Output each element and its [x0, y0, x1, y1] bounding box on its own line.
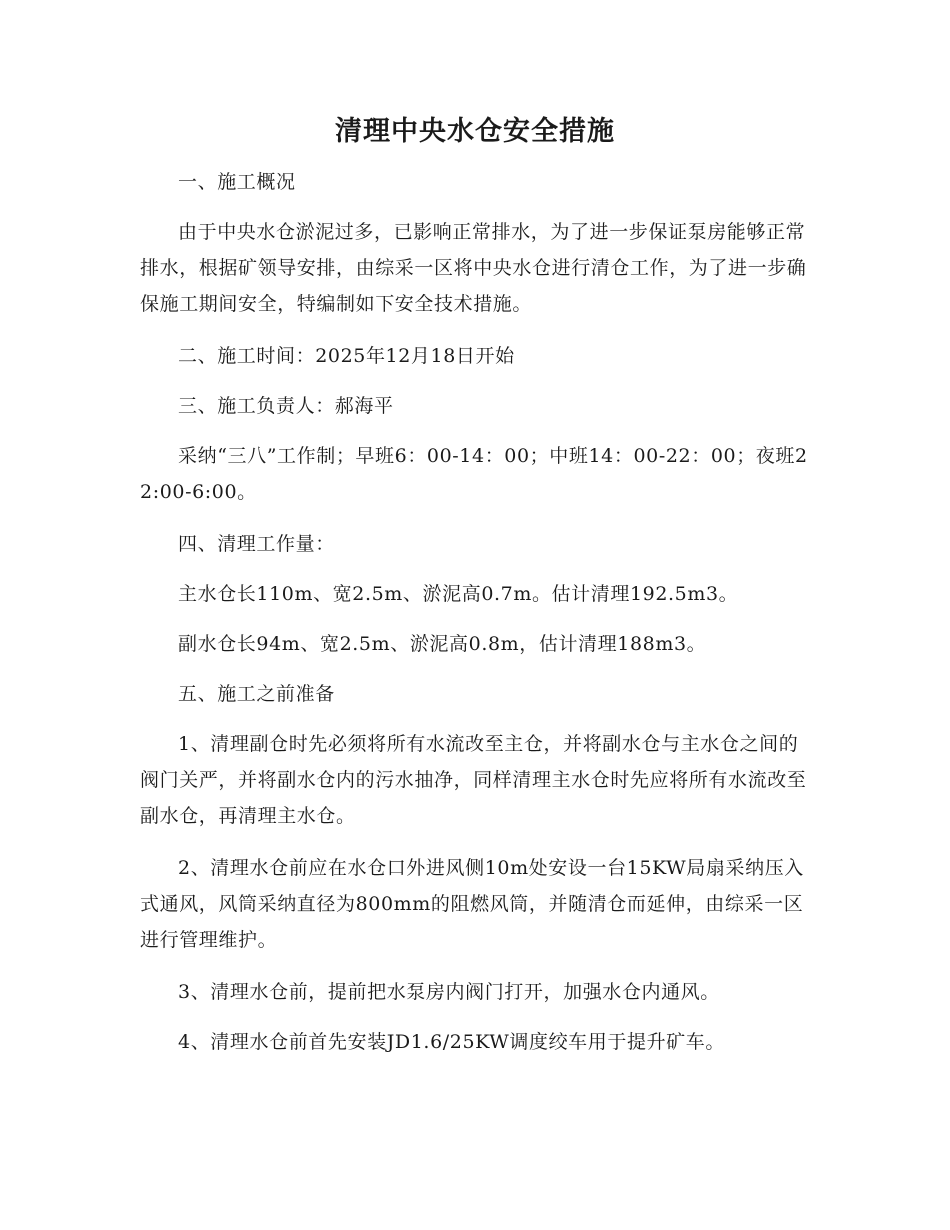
- list-item-prep-2: 2、清理水仓前应在水仓口外进风侧10m处安设一台15KW局扇采纳压入式通风，风筒采纳直径为800mm的阻燃风筒，并随清仓而延伸，由综采一区进行管理维护。: [140, 857, 804, 951]
- paragraph-main-sump: 主水仓长110m、宽2.5m、淤泥高0.7m。估计清理192.5m3。: [178, 583, 739, 605]
- section-heading-responsible: 三、施工负责人：郝海平: [178, 395, 394, 417]
- section-heading-workload: 四、清理工作量：: [178, 533, 335, 555]
- document-body: [140, 164, 815, 1074]
- paragraph-secondary-sump: 副水仓长94m、宽2.5m、淤泥高0.8m，估计清理188m3。: [178, 633, 707, 655]
- list-item-prep-3: 3、清理水仓前，提前把水泵房内阀门打开，加强水仓内通风。: [178, 981, 720, 1003]
- paragraph-overview: 由于中央水仓淤泥过多，已影响正常排水，为了进一步保证泵房能够正常排水，根据矿领导安排，由综采一区将中央水仓进行清仓工作，为了进一步确保施工期间安全，特编制如下安全技术措施。: [140, 221, 807, 315]
- section-heading-time: 二、施工时间：2025年12月18日开始: [178, 345, 515, 367]
- list-item-prep-1: 1、清理副仓时先必须将所有水流改至主仓，并将副水仓与主水仓之间的阀门关严，并将副水仓内的污水抽净，同样清理主水仓时先应将所有水流改至副水仓，再清理主水仓。: [140, 733, 807, 827]
- section-heading-overview: 一、施工概况: [178, 171, 296, 193]
- document-title: 清理中央水仓安全措施: [335, 116, 615, 147]
- paragraph-shifts: 采纳“三八”工作制；早班6：00-14：00；中班14：00-22：00；夜班22:00-6:00。: [140, 445, 808, 503]
- list-item-prep-4: 4、清理水仓前首先安装JD1.6/25KW调度绞车用于提升矿车。: [178, 1031, 725, 1053]
- section-heading-preparation: 五、施工之前准备: [178, 683, 335, 705]
